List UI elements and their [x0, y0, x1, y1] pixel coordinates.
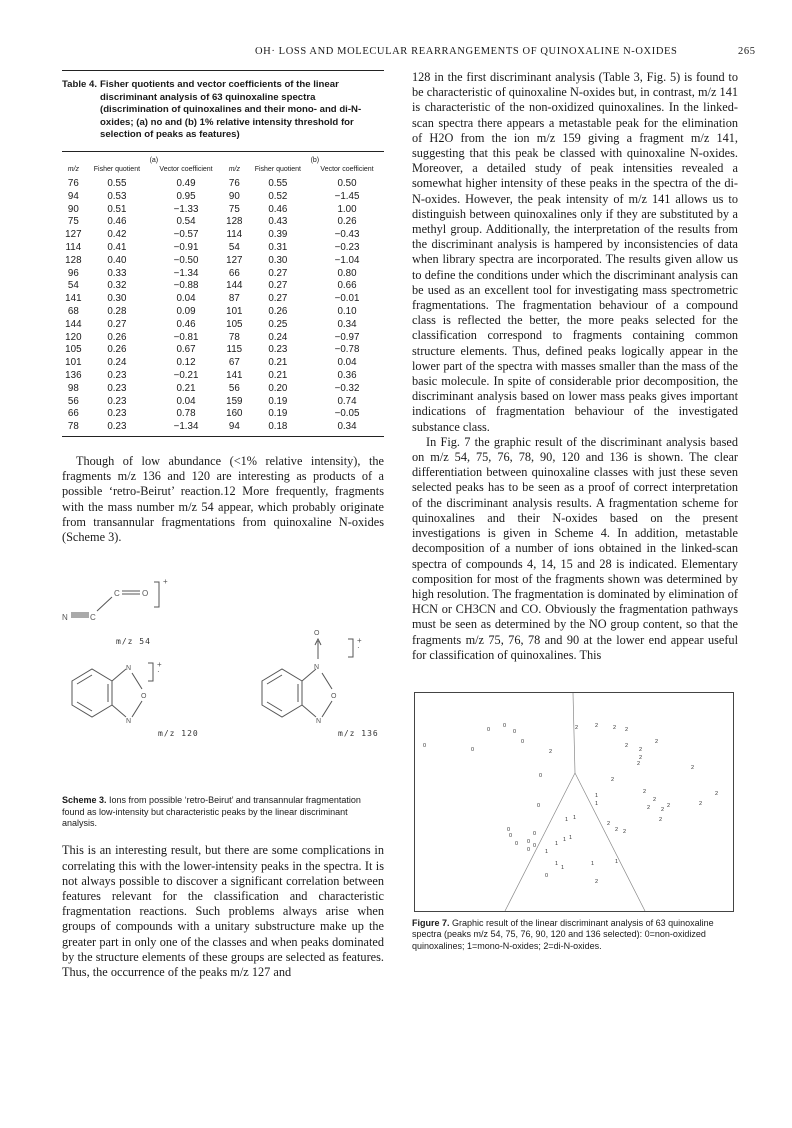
table-cell: −0.50: [173, 254, 199, 266]
table-cell: 0.51: [107, 203, 127, 215]
table-cell: −1.34: [173, 421, 199, 433]
table-cell: 66: [228, 267, 240, 279]
paragraph-text: In Fig. 7 the graphic result of the discriminant analysis based on m/z 54, 75, 76, 78, 90, 120 and 136 is shown. The clear differentiation between quinoxaline classes with just these seven selected peaks has to be seen as a proof of correct interpretation of the discriminant analysis results. A fragmentation scheme for quinoxalines and their N-oxides based on the present investigations is given in Scheme 4. In addition, metastable decomposition of a number of ions obtained in the linked-scan spectra of compounds 4, 14, 15 and 28 is indicated. Elementary composition for most of the fragments shown was determined by high resolution. The fragmentation is dominated by elimination of HCN or CH3CN and CO. Obviously the fragmentation pathways must be seen as determined by the NO group content, so that the fragments m/z 75, 76, 78 and 90 at the lower end appear useful for classification of quinoxalines. This: [412, 434, 738, 662]
table-cell: 0.21: [176, 382, 196, 394]
table-cell: 0.04: [176, 293, 196, 305]
table-cell: 0.23: [107, 408, 127, 420]
table4-caption: [62, 79, 384, 142]
table-cell: −1.33: [173, 203, 199, 215]
table-cell: 68: [67, 305, 79, 317]
table-row: [62, 319, 384, 332]
table-cell: 76: [67, 177, 79, 189]
table-cell: 0.23: [107, 369, 127, 381]
scatter-point-class-2: 2: [667, 802, 671, 809]
scatter-point-class-0: 0: [527, 838, 531, 845]
scatter-point-class-0: 0: [509, 832, 513, 839]
scatter-point-class-2: 2: [549, 748, 553, 755]
svg-text:N: N: [62, 613, 68, 623]
table-cell: −0.88: [173, 280, 199, 292]
table-cell: 0.66: [337, 280, 357, 292]
svg-text:N: N: [314, 664, 320, 672]
table-top-rule: [62, 70, 384, 71]
table-cell: 0.31: [268, 241, 288, 253]
table-cell: 0.43: [268, 216, 288, 228]
scatter-point-class-0: 0: [513, 728, 517, 735]
label-mz-136: m/z 136: [338, 729, 379, 739]
table-cell: 114: [65, 241, 82, 253]
scatter-point-class-1: 1: [569, 834, 573, 841]
table-cell: 0.34: [337, 421, 357, 433]
svg-text:+: +: [163, 577, 168, 587]
table-cell: 0.39: [268, 229, 288, 241]
table-cell: 115: [226, 344, 243, 356]
table-cell: 0.12: [176, 357, 196, 369]
table-cell: 114: [226, 229, 243, 241]
svg-text:·: ·: [157, 667, 160, 677]
column-header: Fisher quotient: [254, 165, 302, 173]
scatter-point-class-2: 2: [715, 790, 719, 797]
table-cell: 0.49: [176, 177, 196, 189]
scatter-point-class-1: 1: [595, 792, 599, 799]
table-cell: 76: [228, 177, 240, 189]
scatter-point-class-1: 1: [615, 858, 619, 865]
scatter-point-class-2: 2: [653, 796, 657, 803]
paragraph-text: This is an interesting result, but there are some complications in correlating this with the lower-intensity peaks in the spectra. It is not always possible to discover a significant correlation between features relevant for the classification and characteristic fragmentation reactions. Such problems always arise when groups of compounds with a unitary substructure make up the greater part in only one of the classes and when peaks dominated by the structure elements of these groups are selected as features. Thus, the occurrence of the peaks m/z 127 and: [62, 843, 384, 979]
table-row: [62, 383, 384, 396]
table-cell: 0.52: [268, 190, 288, 202]
table-cell: 144: [65, 318, 82, 330]
scatter-point-class-2: 2: [607, 820, 611, 827]
table-cell: 1.00: [337, 203, 357, 215]
table-cell: 0.78: [176, 408, 196, 420]
table-cell: 0.50: [337, 177, 357, 189]
scatter-point-class-0: 0: [527, 846, 531, 853]
svg-text:O: O: [142, 589, 149, 599]
table-row: [62, 293, 384, 306]
svg-text:+: +: [157, 660, 162, 670]
table-cell: 90: [67, 203, 79, 215]
table-row: [62, 204, 384, 217]
table-cell: 0.27: [268, 280, 288, 292]
scatter-point-class-2: 2: [623, 828, 627, 835]
table-cell: 0.04: [337, 357, 357, 369]
table-cell: 90: [228, 190, 240, 202]
table-row: [62, 191, 384, 204]
table-cell: 0.74: [337, 395, 357, 407]
scheme3-caption: [62, 795, 384, 829]
table-cell: 0.26: [107, 331, 127, 343]
paragraph-text: 128 in the first discriminant analysis (Table 3, Fig. 5) is found to be characteristic of quinoxaline N-oxides but, in contrast, m/z 141 is characteristic of the non-oxidized quinoxalines. In the linked-scan spectra there appears a metastable peak for the elimination of H2O from the ion m/z 159 giving a fragment m/z 141, suggesting that this peak be classed with quinoxaline N-oxides. Moreover, a detailed study of peak intensities revealed a somewhat higher intensity of these peaks in the spectra of the di-N-oxides. However, the peak intensity of m/z 141 allows us to distinguish between quinoxalines only if they are substituted by a methyl group. Additionally, the interpretation of the results from the discriminant analysis is hampered by inconsistencies of data when library spectra are incorporated. The results given allow us to define the conditions under which the discriminant analysis can be used as an excellent tool for investigating mass spectrometric fragmentations. The fragmentation behaviour of a compound class is reflected the better, the more peaks selected for the classification correspond to fragments containing common structure elements. Thus, defined peaks logically appear in the lower part of the spectra with masses smaller than the mass of the basic molecule. In spite of considerable prior decomposition, the discriminant analysis based on lower mass peaks gives important indications of fragmentation behaviour of the investigated substance class.: [412, 70, 738, 434]
table-cell: 0.95: [176, 190, 196, 202]
scatter-point-class-0: 0: [539, 772, 543, 779]
left-paragraph-2: [62, 843, 384, 980]
table-cell: 101: [226, 305, 243, 317]
figure7-boundaries: [415, 693, 733, 911]
table-cell: 94: [228, 421, 240, 433]
table-cell: −0.21: [173, 369, 199, 381]
scatter-point-class-1: 1: [545, 848, 549, 855]
table-cell: 0.27: [107, 318, 127, 330]
scatter-point-class-2: 2: [661, 806, 665, 813]
table-row: [62, 408, 384, 421]
table-cell: 128: [226, 216, 243, 228]
scheme3-structures: [62, 551, 384, 791]
paragraph-text: Though of low abundance (<1% relative intensity), the fragments m/z 136 and 120 are interesting as products of a possible ‘retro-Beirut’ reaction.12 More frequently, fragments with the mass number m/z 54 appear, which probably originate from transannular fragmentations from quinoxaline N-oxides (Scheme 3).: [62, 453, 384, 544]
table-cell: 54: [67, 280, 79, 292]
svg-text:N: N: [126, 718, 132, 726]
svg-text:C: C: [90, 613, 96, 623]
table-cell: 101: [65, 357, 82, 369]
scatter-point-class-2: 2: [637, 760, 641, 767]
scatter-point-class-2: 2: [699, 800, 703, 807]
table-cell: 160: [226, 408, 243, 420]
table-cell: 105: [65, 344, 82, 356]
table-row: [62, 421, 384, 434]
table4-caption-text: Fisher quotients and vector coefficients of the linear discriminant analysis of 63 quinoxaline spectra (discrimination of quinoxalines and their mono- and di-N-oxides; (a) no and (b) 1% relative intensity threshold for selection of peaks as features): [100, 79, 362, 141]
table-cell: 0.23: [107, 421, 127, 433]
svg-text:+: +: [357, 636, 362, 646]
table-cell: 94: [67, 190, 79, 202]
table-row: [62, 306, 384, 319]
figure7-caption-text: Graphic result of the linear discriminant analysis of 63 quinoxaline spectra (peaks m/z 54, 75, 76, 90, 120 and 136 selected): 0=non-oxidized quinoxalines; 1=mono-N-oxides; 2=di-N-oxides.: [412, 917, 714, 951]
table-cell: 0.19: [268, 395, 288, 407]
table4: [62, 152, 384, 434]
table-cell: 0.25: [268, 318, 288, 330]
table-row: [62, 216, 384, 229]
table-cell: −0.78: [334, 344, 360, 356]
table-cell: 0.46: [268, 203, 288, 215]
table-cell: −0.23: [334, 241, 360, 253]
table-cell: 0.46: [107, 216, 127, 228]
table-cell: −0.32: [334, 382, 360, 394]
table-cell: 0.54: [176, 216, 196, 228]
right-column: [412, 70, 738, 952]
scatter-point-class-0: 0: [515, 840, 519, 847]
figure7-caption-label: Figure 7.: [412, 917, 450, 928]
table-cell: 0.26: [337, 216, 357, 228]
table-cell: 0.23: [107, 382, 127, 394]
table-row: [62, 332, 384, 345]
scatter-point-class-2: 2: [647, 804, 651, 811]
table-cell: 0.80: [337, 267, 357, 279]
table-cell: −0.97: [334, 331, 360, 343]
table-cell: 0.18: [268, 421, 288, 433]
table-cell: 141: [65, 293, 82, 305]
scatter-point-class-2: 2: [595, 878, 599, 885]
scatter-point-class-0: 0: [507, 826, 511, 833]
table-cell: 0.32: [107, 280, 127, 292]
svg-text:O: O: [314, 630, 320, 638]
table-cell: 54: [228, 241, 240, 253]
table-row: [62, 178, 384, 191]
table-cell: 0.30: [107, 293, 127, 305]
scatter-point-class-2: 2: [575, 724, 579, 731]
left-paragraph-1: [62, 454, 384, 545]
scatter-point-class-0: 0: [423, 742, 427, 749]
scatter-point-class-2: 2: [625, 742, 629, 749]
column-header: Vector coefficient: [320, 165, 374, 173]
left-column: [62, 70, 384, 980]
table-row: [62, 255, 384, 268]
scatter-point-class-2: 2: [691, 764, 695, 771]
table-cell: 66: [67, 408, 79, 420]
table-cell: 87: [228, 293, 240, 305]
table-cell: −1.45: [334, 190, 360, 202]
table-row: [62, 357, 384, 370]
label-mz-120: m/z 120: [158, 729, 199, 739]
table-cell: 0.42: [107, 229, 127, 241]
table-cell: 0.21: [268, 369, 288, 381]
table-cell: 67: [228, 357, 240, 369]
table-cell: 0.46: [176, 318, 196, 330]
table-cell: 0.24: [107, 357, 127, 369]
scatter-point-class-1: 1: [555, 840, 559, 847]
svg-text:O: O: [331, 693, 337, 701]
table-cell: 136: [65, 369, 82, 381]
scatter-point-class-2: 2: [615, 826, 619, 833]
svg-text:N: N: [316, 718, 322, 726]
table-row: [62, 268, 384, 281]
scheme3-caption-label: Scheme 3.: [62, 795, 107, 806]
table-cell: 75: [67, 216, 79, 228]
table-cell: 75: [228, 203, 240, 215]
scatter-point-class-2: 2: [655, 738, 659, 745]
table-row: [62, 229, 384, 242]
scatter-point-class-1: 1: [565, 816, 569, 823]
page-number: 265: [738, 46, 756, 57]
scatter-point-class-1: 1: [591, 860, 595, 867]
scheme3-caption-text: Ions from possible ‘retro-Beirut’ and transannular fragmentation found as low-intensity but characteristic peaks by the linear discriminant analysis.: [62, 795, 361, 828]
table-cell: −0.01: [334, 293, 360, 305]
table-cell: 127: [226, 254, 243, 266]
table-cell: −0.57: [173, 229, 199, 241]
table-cell: −0.05: [334, 408, 360, 420]
table-cell: 0.67: [176, 344, 196, 356]
scatter-point-class-0: 0: [487, 726, 491, 733]
table-bottom-rule: [62, 436, 384, 437]
table-cell: 0.09: [176, 305, 196, 317]
figure7-plot: [414, 692, 734, 912]
table-cell: 98: [67, 382, 79, 394]
table-row: [62, 396, 384, 409]
column-header: m/z: [228, 165, 240, 173]
group-b-label: (b): [310, 156, 320, 164]
table-cell: 105: [226, 318, 243, 330]
right-paragraph-1: [412, 70, 738, 663]
table-cell: 0.23: [107, 395, 127, 407]
label-mz-54: m/z 54: [116, 637, 151, 647]
scatter-point-class-1: 1: [555, 860, 559, 867]
svg-text:·: ·: [357, 643, 360, 653]
scatter-point-class-1: 1: [563, 836, 567, 843]
table-cell: 0.26: [268, 305, 288, 317]
table-cell: 127: [65, 229, 82, 241]
table-cell: 0.24: [268, 331, 288, 343]
column-header: Vector coefficient: [159, 165, 213, 173]
table-cell: −0.43: [334, 229, 360, 241]
table-row: [62, 280, 384, 293]
table-cell: 0.34: [337, 318, 357, 330]
table-cell: 0.40: [107, 254, 127, 266]
table-cell: 78: [228, 331, 240, 343]
table-cell: 0.30: [268, 254, 288, 266]
figure7-caption: [412, 918, 738, 952]
svg-text:C: C: [114, 589, 120, 599]
svg-text:O: O: [141, 693, 147, 701]
table-row: [62, 242, 384, 255]
scatter-point-class-2: 2: [659, 816, 663, 823]
table-cell: 141: [226, 369, 243, 381]
table-cell: 0.55: [107, 177, 127, 189]
table-row: [62, 344, 384, 357]
scatter-point-class-1: 1: [561, 864, 565, 871]
group-a-label: (a): [149, 156, 159, 164]
scatter-point-class-0: 0: [521, 738, 525, 745]
scatter-point-class-1: 1: [573, 814, 577, 821]
table-cell: 0.21: [268, 357, 288, 369]
scatter-point-class-0: 0: [533, 830, 537, 837]
running-title: OH· LOSS AND MOLECULAR REARRANGEMENTS OF QUINOXALINE N-OXIDES: [255, 46, 678, 57]
table-cell: −0.81: [173, 331, 199, 343]
scatter-point-class-1: 1: [595, 800, 599, 807]
scatter-point-class-2: 2: [625, 726, 629, 733]
table-cell: 0.19: [268, 408, 288, 420]
svg-text:N: N: [126, 665, 132, 673]
table-cell: −1.34: [173, 267, 199, 279]
table-cell: 0.41: [107, 241, 127, 253]
scatter-point-class-2: 2: [639, 754, 643, 761]
table-cell: 0.33: [107, 267, 127, 279]
table-cell: 78: [67, 421, 79, 433]
table-cell: 56: [228, 382, 240, 394]
table-row: [62, 370, 384, 383]
table-cell: 56: [67, 395, 79, 407]
table-cell: 0.04: [176, 395, 196, 407]
table-cell: 0.27: [268, 293, 288, 305]
scatter-point-class-0: 0: [537, 802, 541, 809]
table-cell: 120: [65, 331, 82, 343]
scatter-point-class-2: 2: [643, 788, 647, 795]
column-header: m/z: [67, 165, 79, 173]
table-cell: 0.28: [107, 305, 127, 317]
table-cell: 144: [226, 280, 243, 292]
table-cell: 0.55: [268, 177, 288, 189]
table-cell: 0.53: [107, 190, 127, 202]
table-cell: 0.23: [268, 344, 288, 356]
column-header: Fisher quotient: [93, 165, 141, 173]
table-cell: 159: [226, 395, 243, 407]
table-cell: 0.10: [337, 305, 357, 317]
table4-label: Table 4.: [62, 79, 98, 90]
table-cell: −0.91: [173, 241, 199, 253]
table-cell: 0.20: [268, 382, 288, 394]
scatter-point-class-2: 2: [595, 722, 599, 729]
scatter-point-class-0: 0: [503, 722, 507, 729]
table-cell: 0.27: [268, 267, 288, 279]
scatter-point-class-0: 0: [471, 746, 475, 753]
scatter-point-class-2: 2: [639, 746, 643, 753]
table-cell: 96: [67, 267, 79, 279]
table-cell: 0.26: [107, 344, 127, 356]
table-cell: 128: [65, 254, 82, 266]
scatter-point-class-0: 0: [533, 842, 537, 849]
table-cell: −1.04: [334, 254, 360, 266]
scatter-point-class-2: 2: [611, 776, 615, 783]
table-cell: 0.36: [337, 369, 357, 381]
scheme3: [62, 551, 384, 791]
scatter-point-class-2: 2: [613, 724, 617, 731]
scatter-point-class-0: 0: [545, 872, 549, 879]
